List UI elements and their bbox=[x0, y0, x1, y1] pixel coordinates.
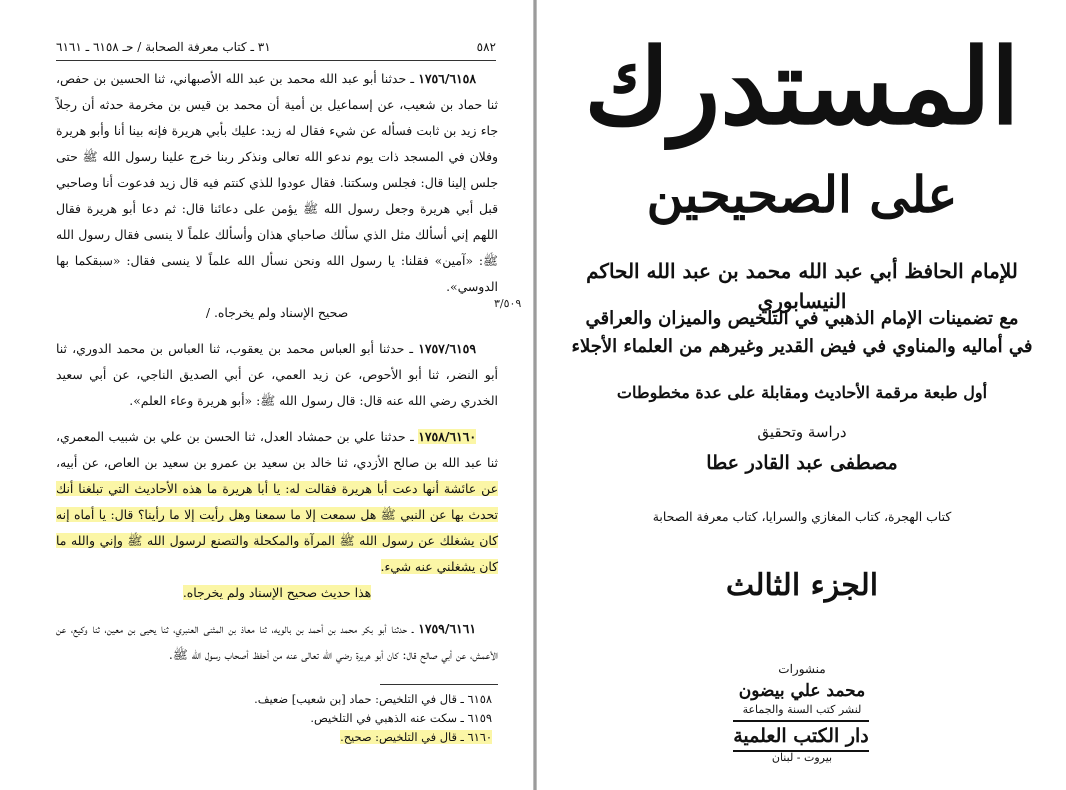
hadith-text: ـ حدثنا أبو عبد الله محمد بن عبد الله الأصبهاني، ثنا الحسين بن حفص، ثنا حماد بن شعيب، عن إسماعيل بن أمية أن محمد بن قيس بن مخرمة حدثه أن رجلاً جاء زيد بن ثابت فسأله عن شيء فقال له زيد: عليك بأبي هريرة فإنه بينا أنا وأبو هريرة وفلان في المسجد ذات يوم ندعو الله تعالى ونذكر ربنا خرج علينا رسول الله ﷺ حتى جلس إلينا قال: فجلس وسكتنا. فقال عودوا للذي كنتم فيه قال زيد فدعوت أنا وصاحبي قبل أبي هريرة وجعل رسول الله ﷺ يؤمن على دعائنا قال: ثم دعا أبو هريرة فقال اللهم إني أسألك مثل الذي سألك صاحباي هذان وأسألك علماً لا ينسى فقال رسول الله ﷺ: «آمين» فقلنا: يا رسول الله ونحن نسأل الله علماً لا ينسى فقال: «سبقكما بها الدوسي». bbox=[56, 71, 498, 294]
hadith-text: ـ حدثنا أبو العباس محمد بن يعقوب، ثنا العباس بن محمد الدوري، ثنا أبو النضر، ثنا أبو الأحوص، عن زيد العمي، عن أبي الصديق الناجي، عن أبي سعيد الخدري رضي الله عنه قال: قال رسول الله ﷺ: «أبو هريرة وعاء العلم». bbox=[56, 341, 498, 408]
book-title: المستدرك bbox=[584, 25, 1020, 148]
footnote: ٦١٥٨ ـ قال في التلخيص: حماد [بن شعيب] ضعيف. bbox=[254, 692, 492, 706]
publisher-city: بيروت - لبنان bbox=[771, 751, 833, 764]
margin-reference: ٣/٥٠٩ bbox=[494, 297, 522, 310]
footnote: ٦١٥٩ ـ سكت عنه الذهبي في التلخيص. bbox=[310, 711, 492, 725]
hadith-text: ـ حدثنا علي بن حمشاد العدل، ثنا الحسن بن علي بن شبيب المعمري، ثنا عبد الله بن صالح الأزدي، ثنا خالد بن سعيد بن عمرو بن سعيد بن العاص، عن أبيه، bbox=[56, 429, 498, 470]
includes-line-2: في أماليه والمناوي في فيض القدير وغيرهم من العلماء الأجلاء bbox=[571, 336, 1033, 357]
highlighted-verdict: هذا حديث صحيح الإسناد ولم يخرجاه. bbox=[182, 585, 372, 600]
hadith-number: ١٧٥٦/٦١٥٨ bbox=[418, 71, 476, 86]
page-number: ٥٨٢ bbox=[476, 40, 496, 54]
publications-label: منشورات bbox=[778, 662, 826, 676]
highlighted-footnote: ٦١٦٠ ـ قال في التلخيص: صحيح. bbox=[340, 730, 492, 744]
publisher-name: محمد علي بيضون bbox=[738, 681, 866, 701]
spacer bbox=[56, 414, 498, 424]
author-line: للإمام الحافظ أبي عبد الله محمد بن عبد الله الحاكم النيسابوري bbox=[586, 259, 1018, 313]
hadith-6160 bbox=[56, 424, 498, 580]
includes-line-1: مع تضمينات الإمام الذهبي في التلخيص والميزان والعراقي bbox=[585, 308, 1019, 329]
footnotes bbox=[56, 690, 492, 747]
hadith-text: ـ حدثنا أبو بكر محمد بن أحمد بن بالويه، ثنا معاذ بن المثنى العنبري، ثنا يحيى بن معين، ثنا وكيع، عن الأعمش، عن أبي صالح قال: كان أبو هريرة رضي الله تعالى عنه من أحفظ أصحاب رسول الله ﷺ. bbox=[56, 621, 498, 662]
spacer bbox=[56, 606, 498, 616]
hadith-6158 bbox=[56, 66, 498, 300]
footnote-rule bbox=[380, 684, 498, 685]
hadith-verdict bbox=[56, 580, 498, 606]
hadith-number: ١٧٥٩/٦١٦١ bbox=[418, 621, 476, 636]
study-label: دراسة وتحقيق bbox=[757, 423, 847, 441]
hadith-6159 bbox=[56, 336, 498, 414]
edition-note: أول طبعة مرقمة الأحاديث ومقابلة على عدة مخطوطات bbox=[616, 383, 988, 402]
book-subtitle: على الصحيحين bbox=[646, 165, 958, 224]
publisher-description: لنشر كتب السنة والجماعة bbox=[742, 703, 862, 716]
spacer bbox=[56, 326, 498, 336]
publisher-logo: دار الكتب العلمية bbox=[733, 720, 869, 752]
right-page bbox=[537, 0, 1066, 790]
contents-line: كتاب الهجرة، كتاب المغازي والسرايا، كتاب معرفة الصحابة bbox=[652, 509, 952, 524]
editor-name: مصطفى عبد القادر عطا bbox=[706, 452, 898, 474]
body-text bbox=[56, 66, 498, 668]
footnote-highlighted bbox=[56, 728, 492, 747]
hadith-number: ١٧٥٧/٦١٥٩ bbox=[418, 341, 476, 356]
volume-label: الجزء الثالث bbox=[725, 568, 879, 603]
hadith-number-highlighted: ١٧٥٨/٦١٦٠ bbox=[418, 429, 476, 444]
hadith-verdict: صحيح الإسناد ولم يخرجاه. / bbox=[205, 305, 349, 320]
hadith-6161 bbox=[56, 616, 498, 668]
running-head bbox=[56, 40, 496, 61]
highlighted-passage: عن عائشة أنها دعت أبا هريرة فقالت له: يا أبا هريرة ما هذه الأحاديث التي تبلغنا أنك تحدث بها عن النبي ﷺ هل سمعت إلا ما سمعنا وهل رأيت إلا ما رأينا؟ قال: يا أماه إنه كان يشغلك عن رسول الله ﷺ المرآة والمكحلة والتصنع لرسول الله ﷺ وإني والله ما كان يشغلني عنه شيء. bbox=[56, 481, 498, 574]
running-title: ٣١ ـ كتاب معرفة الصحابة / حـ ٦١٥٨ ـ ٦١٦١ bbox=[56, 40, 271, 54]
